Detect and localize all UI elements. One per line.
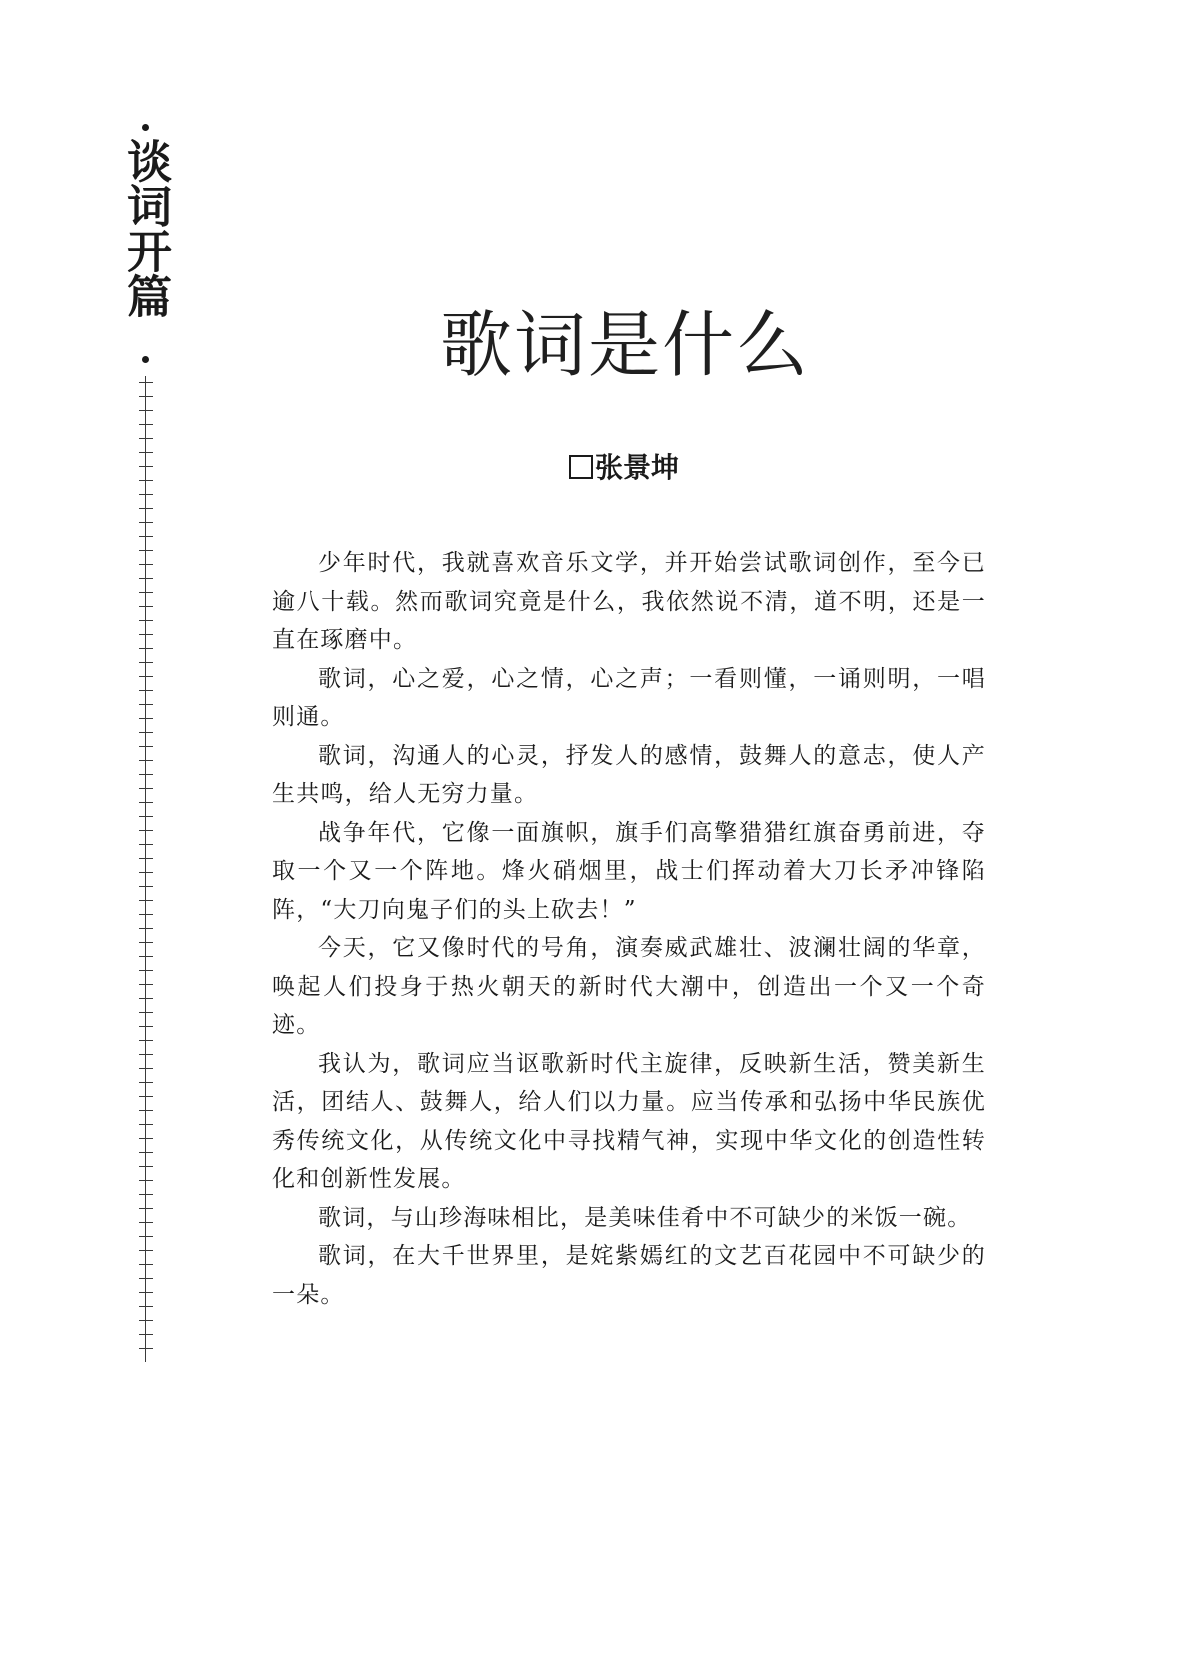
article-title: 歌词是什么 — [439, 303, 810, 388]
top-dot-ornament — [142, 124, 149, 131]
paragraph: 歌词，心之爱，心之情，心之声；一看则懂，一诵则明，一唱则通。 — [272, 665, 986, 730]
paragraph: 战争年代，它像一面旗帜，旗手们高擎猎猎红旗奋勇前进，夺取一个又一个阵地。烽火硝烟里，战士们挥动着大刀长矛冲锋陷阵，“大刀向鬼子们的头上砍去！” — [272, 819, 986, 923]
paragraph: 歌词，与山珍海味相比，是美味佳肴中不可缺少的米饭一碗。 — [318, 1204, 972, 1231]
author-name: 张景坤 — [594, 451, 679, 484]
paragraph: 我认为，歌词应当讴歌新时代主旋律，反映新生活，赞美新生活，团结人、鼓舞人，给人们以力量。应当传承和弘扬中华民族优秀传统文化，从传统文化中寻找精气神，实现中华文化的创造性转化和创新性发展。 — [272, 1050, 986, 1192]
paragraph: 今天，它又像时代的号角，演奏威武雄壮、波澜壮阔的华章，唤起人们投身于热火朝天的新时代大潮中，创造出一个又一个奇迹。 — [272, 935, 986, 1038]
square-box-icon — [569, 455, 593, 479]
author-line — [272, 450, 976, 486]
dotted-cross-rule — [139, 376, 153, 1362]
paragraph: 歌词，在大千世界里，是姹紫嫣红的文艺百花园中不可缺少的一朵。 — [272, 1243, 986, 1308]
section-sidebar — [118, 124, 172, 1364]
section-label: 谈词开篇 — [119, 138, 172, 318]
paragraph: 歌词，沟通人的心灵，抒发人的感情，鼓舞人的意志，使人产生共鸣，给人无穷力量。 — [272, 742, 986, 807]
article-body — [272, 544, 986, 1314]
paragraph: 少年时代，我就喜欢音乐文学，并开始尝试歌词创作，至今已逾八十载。然而歌词究竟是什么，我依然说不清，道不明，还是一直在琢磨中。 — [272, 550, 986, 653]
bottom-dot-ornament — [142, 356, 149, 363]
